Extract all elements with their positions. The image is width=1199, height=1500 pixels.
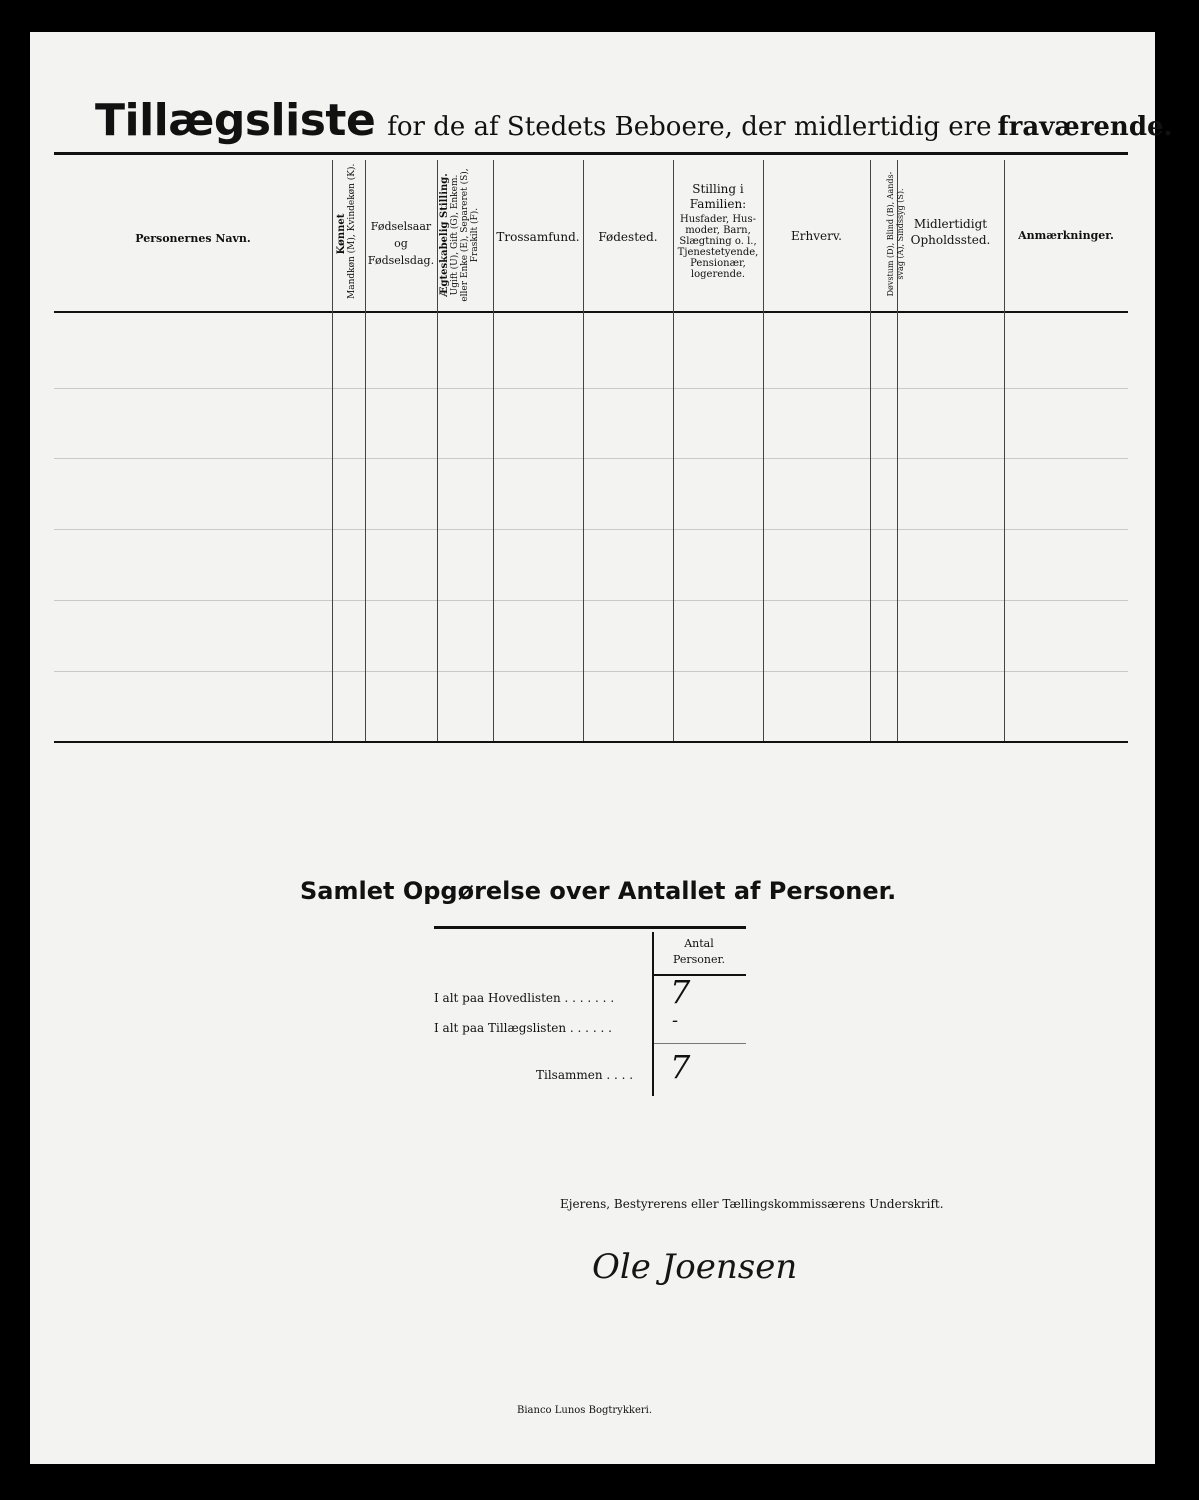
summary-header-rule (654, 974, 746, 976)
summary-row-total-label: Tilsammen . . . . (536, 1068, 634, 1082)
column-divider (1004, 160, 1005, 741)
table-row-separator (54, 600, 1128, 601)
header-religion: Trossamfund. (496, 230, 580, 244)
summary-title: Samlet Opgørelse over Antallet af Personer. (300, 877, 897, 905)
header-remarks: Anmærkninger. (1018, 229, 1114, 242)
table-header-rule (54, 311, 1128, 313)
summary-row-main-list-value: 7 (670, 973, 691, 1011)
column-divider (493, 160, 494, 741)
header-sex: Kønnet Mandkøn (M), Kvindekøn (K). (336, 163, 357, 299)
table-row-separator (54, 458, 1128, 459)
column-divider (763, 160, 764, 741)
column-divider (870, 160, 871, 741)
title-rest: for de af Stedets Beboere, der midlertidig ere (387, 112, 992, 142)
header-disability: Døvstum (D), Blind (B), Aands- svag (A), Sindssyg (S). (886, 171, 905, 297)
handwritten-signature: Ole Joensen (592, 1247, 798, 1287)
header-family-position: Stilling i Familien: Husfader, Hus- moder, Barn, Slægtning o. l., Tjenestetyende, Pensionær, logerende. (677, 182, 759, 280)
column-divider (332, 160, 333, 741)
summary-row-supplement-label: I alt paa Tillægslisten . . . . . . (434, 1021, 612, 1035)
header-birthplace: Fødested. (598, 230, 658, 244)
header-names: Personernes Navn. (135, 232, 251, 245)
summary-row-supplement-value: - (672, 1010, 679, 1031)
summary-column-divider (652, 932, 654, 1096)
table-row-separator (54, 388, 1128, 389)
printer-imprint: Bianco Lunos Bogtrykkeri. (517, 1405, 653, 1416)
signature-caption: Ejerens, Bestyrerens eller Tællingskommissærens Underskrift. (560, 1197, 944, 1211)
title-main: Tillægsliste (95, 95, 376, 146)
summary-row-main-list-label: I alt paa Hovedlisten . . . . . . . (434, 991, 615, 1005)
column-divider (583, 160, 584, 741)
summary-subtotal-rule (654, 1043, 746, 1044)
header-birth: Fødselsaar og Fødselsdag. (367, 220, 435, 267)
table-top-rule (54, 152, 1128, 155)
table-bottom-rule (54, 741, 1128, 743)
column-divider (437, 160, 438, 741)
summary-count-header: Antal Personer. (672, 937, 726, 966)
header-marital: Ægteskabelig Stilling. Ugift (U), Gift (G), Enkem. eller Enke (E), Separeret (S), Fraskilt (F). (439, 168, 480, 302)
form-title (95, 95, 1173, 146)
summary-top-rule (434, 926, 746, 929)
table-row-separator (54, 671, 1128, 672)
summary-row-total-value: 7 (670, 1048, 691, 1086)
title-bold: fraværende. (997, 112, 1173, 142)
header-occupation: Erhverv. (790, 229, 842, 243)
table-row-separator (54, 529, 1128, 530)
header-temp-residence: Midlertidigt Opholdssted. (910, 217, 991, 247)
